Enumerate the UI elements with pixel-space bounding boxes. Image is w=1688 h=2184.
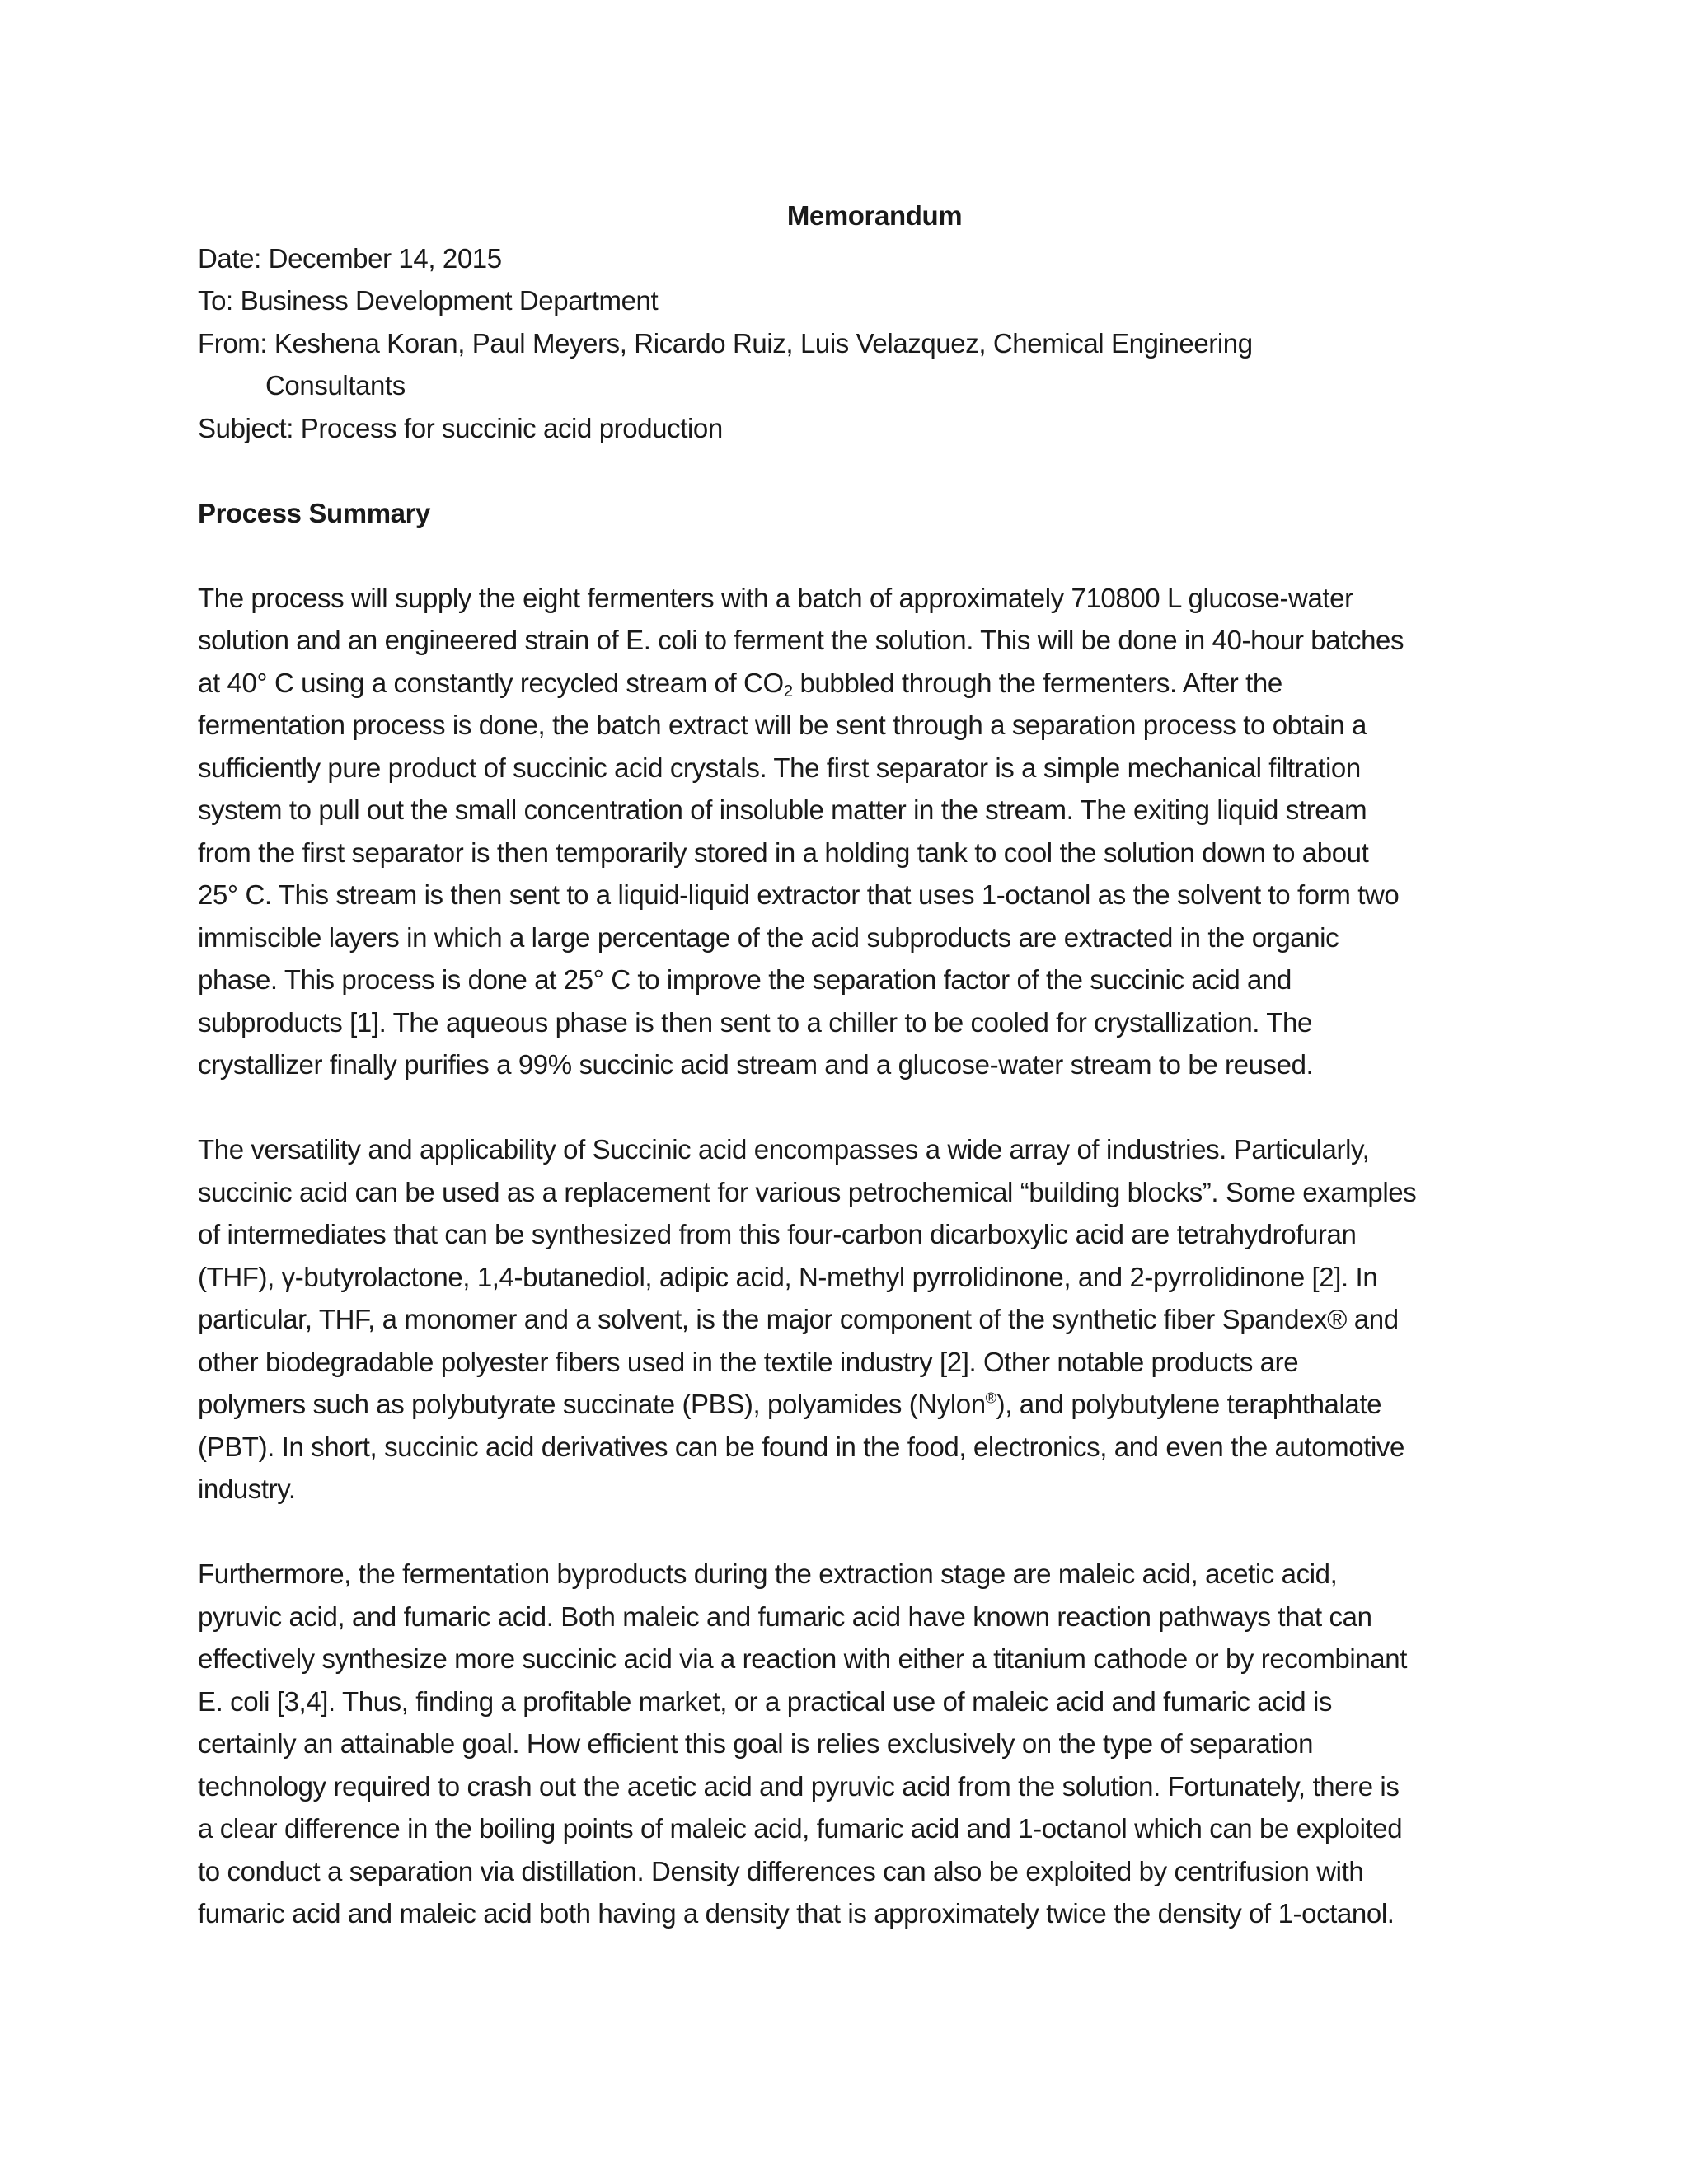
paragraph-line: (PBT). In short, succinic acid derivatives can be found in the food, electronics, and even the automotive: [198, 1431, 1404, 1462]
paragraph-line: sufficiently pure product of succinic acid crystals. The first separator is a simple mechanical filtration: [198, 752, 1361, 783]
paragraph-line: certainly an attainable goal. How efficient this goal is relies exclusively on the type of separation: [198, 1728, 1314, 1759]
text-run: ), and polybutylene teraphthalate: [996, 1389, 1382, 1419]
memo-date: Date: December 14, 2015: [198, 242, 502, 274]
paragraph-line: Furthermore, the fermentation byproducts during the extraction stage are maleic acid, acetic acid,: [198, 1558, 1338, 1589]
paragraph-line: The process will supply the eight fermenters with a batch of approximately 710800 L glucose-water: [198, 582, 1353, 613]
paragraph-line: crystallizer finally purifies a 99% succinic acid stream and a glucose-water stream to be reused.: [198, 1049, 1314, 1080]
spacer: [198, 1511, 1500, 1554]
paragraph-line: fermentation process is done, the batch extract will be sent through a separation process to obtain a: [198, 710, 1367, 740]
paragraph-line: [198, 662, 1500, 705]
text-run: bubbled through the fermenters. After the: [792, 667, 1282, 698]
memo-to: To: Business Development Department: [198, 285, 659, 316]
paragraph-line: system to pull out the small concentration of insoluble matter in the stream. The exiting liquid stream: [198, 794, 1367, 825]
spacer: [198, 449, 1500, 492]
paragraph-line: other biodegradable polyester fibers used in the textile industry [2]. Other notable products are: [198, 1346, 1299, 1377]
paragraph-applications: [198, 1128, 1500, 1511]
paragraph-line: to conduct a separation via distillation. Density differences can also be exploited by centrifusion with: [198, 1855, 1364, 1886]
paragraph-line: immiscible layers in which a large percentage of the acid subproducts are extracted in the organic: [198, 921, 1339, 953]
paragraph-line: The versatility and applicability of Succinic acid encompasses a wide array of industries. Particularly,: [198, 1134, 1370, 1165]
paragraph-line: (THF), γ-butyrolactone, 1,4-butanediol, adipic acid, N-methyl pyrrolidinone, and 2-pyrrolidinone [2]. In: [198, 1261, 1378, 1292]
paragraph-line: E. coli [3,4]. Thus, finding a profitable market, or a practical use of maleic acid and fumaric acid is: [198, 1685, 1333, 1717]
paragraph-line: of intermediates that can be synthesized from this four-carbon dicarboxylic acid are tetrahydrofuran: [198, 1219, 1357, 1249]
paragraph-line: particular, THF, a monomer and a solvent, is the major component of the synthetic fiber Spandex® and: [198, 1304, 1399, 1334]
text-run: polymers such as polybutyrate succinate (PBS), polyamides (Nylon: [198, 1389, 986, 1419]
paragraph-line: fumaric acid and maleic acid both having a density that is approximately twice the density of 1-octanol.: [198, 1898, 1395, 1929]
paragraph-line: a clear difference in the boiling points of maleic acid, fumaric acid and 1-octanol which can be exploited: [198, 1813, 1403, 1844]
paragraph-line: industry.: [198, 1474, 296, 1504]
paragraph-line: solution and an engineered strain of E. coli to ferment the solution. This will be done in 40-hour batches: [198, 625, 1404, 655]
text-run: at 40° C using a constantly recycled stream of CO: [198, 667, 784, 698]
paragraph-line: phase. This process is done at 25° C to improve the separation factor of the succinic acid and: [198, 964, 1292, 995]
paragraph-byproducts: [198, 1553, 1500, 1935]
memo-from: From: Keshena Koran, Paul Meyers, Ricardo Ruiz, Luis Velazquez, Chemical Engineering: [198, 327, 1253, 359]
paragraph-process: [198, 577, 1500, 1086]
paragraph-line: technology required to crash out the acetic acid and pyruvic acid from the solution. Fortunately, there is: [198, 1770, 1400, 1802]
paragraph-line: 25° C. This stream is then sent to a liquid-liquid extractor that uses 1-octanol as the solvent to form two: [198, 879, 1400, 910]
paragraph-line: from the first separator is then temporarily stored in a holding tank to cool the solution down to about: [198, 837, 1369, 868]
spacer: [198, 1086, 1500, 1129]
section-heading: Process Summary: [198, 497, 430, 528]
paragraph-line: pyruvic acid, and fumaric acid. Both maleic and fumaric acid have known reaction pathways that can: [198, 1601, 1372, 1632]
paragraph-line: subproducts [1]. The aqueous phase is then sent to a chiller to be cooled for crystallization. The: [198, 1006, 1312, 1038]
paragraph-line: succinic acid can be used as a replacement for various petrochemical “building blocks”. Some examples: [198, 1176, 1417, 1207]
subscript: 2: [783, 681, 793, 701]
paragraph-line: [198, 1383, 1500, 1426]
memo-title: Memorandum: [786, 200, 963, 231]
memo-page: [198, 194, 1500, 1935]
superscript: ®: [985, 1390, 996, 1407]
memo-subject: Subject: Process for succinic acid production: [198, 412, 723, 443]
spacer: [198, 534, 1500, 577]
memo-from-continued: Consultants: [265, 370, 406, 401]
paragraph-line: effectively synthesize more succinic acid via a reaction with either a titanium cathode or by recombinant: [198, 1643, 1407, 1674]
